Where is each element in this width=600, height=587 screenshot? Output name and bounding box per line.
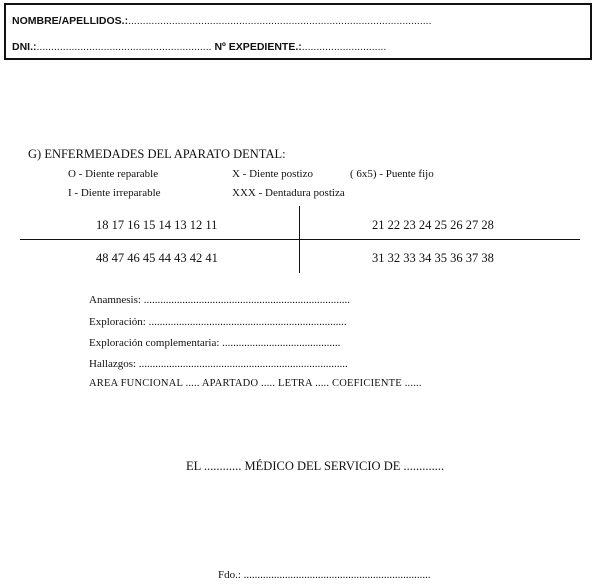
legend-dentadura-postiza: XXX - Dentadura postiza [232, 187, 345, 199]
exploracion-complementaria-field[interactable]: Exploración complementaria: ........................................... [89, 337, 341, 349]
patient-header-box [4, 3, 592, 60]
legend-diente-postizo: X - Diente postizo [232, 168, 313, 180]
nombre-row [12, 15, 432, 27]
medico-line: EL ............ MÉDICO DEL SERVICIO DE ............. [186, 459, 445, 473]
nombre-field[interactable]: ........................................................................................................ [128, 15, 432, 27]
teeth-upper-left: 21 22 23 24 25 26 27 28 [372, 218, 494, 232]
section-title: G) ENFERMEDADES DEL APARATO DENTAL: [28, 147, 286, 161]
legend-diente-reparable: O - Diente reparable [68, 168, 159, 180]
nombre-label: NOMBRE/APELLIDOS.: [12, 15, 129, 27]
dental-chart-vertical-divider [299, 206, 300, 273]
teeth-lower-left: 31 32 33 34 35 36 37 38 [372, 251, 494, 265]
dni-row [12, 41, 386, 53]
dental-chart-horizontal-divider [20, 239, 580, 240]
dni-label: DNI.: [12, 41, 37, 53]
teeth-upper-right: 18 17 16 15 14 13 12 11 [96, 218, 218, 232]
teeth-lower-right: 48 47 46 45 44 43 42 41 [96, 251, 218, 265]
anamnesis-field[interactable]: Anamnesis: ........................................................................... [89, 294, 350, 306]
signature-line[interactable]: Fdo.: .................................................................... [218, 569, 431, 581]
expediente-field[interactable]: ............................. [301, 41, 387, 53]
exploracion-field[interactable]: Exploración: ........................................................................ [89, 316, 347, 328]
dni-field[interactable]: ............................................................ [36, 41, 212, 53]
legend-puente-fijo: ( 6x5) - Puente fijo [350, 168, 434, 180]
expediente-label: Nº EXPEDIENTE.: [214, 41, 302, 53]
legend-diente-irreparable: I - Diente irreparable [68, 187, 161, 199]
area-funcional-line[interactable]: AREA FUNCIONAL ..... APARTADO ..... LETRA ..... COEFICIENTE ...... [89, 378, 422, 389]
hallazgos-field[interactable]: Hallazgos: ............................................................................ [89, 358, 348, 370]
